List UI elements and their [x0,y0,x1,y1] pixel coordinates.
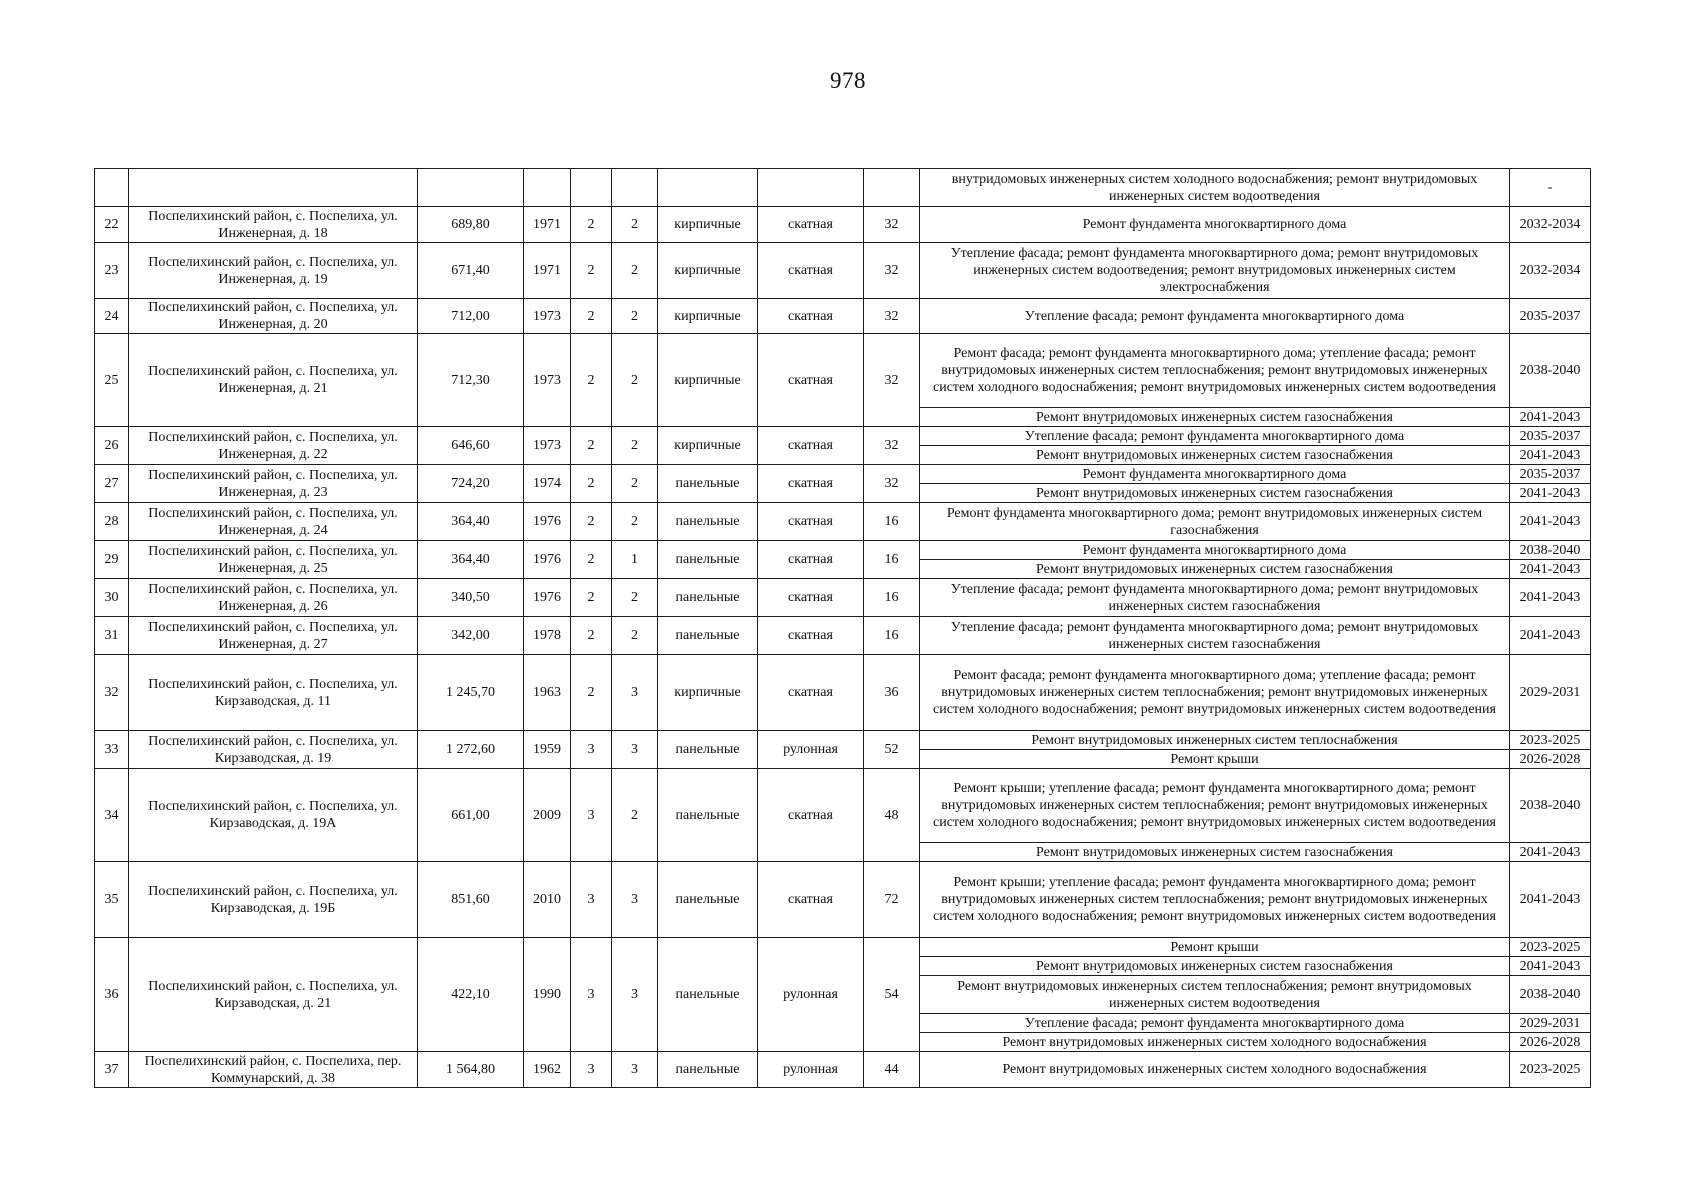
works-cell: Утепление фасада; ремонт фундамента многоквартирного дома; ремонт внутридомовых инженерных систем водоотведения; ремонт внутридомовых инженерных систем электроснабжения [920,243,1510,299]
works-cell: Ремонт фасада; ремонт фундамента многоквартирного дома; утепление фасада; ремонт внутридомовых инженерных систем теплоснабжения; ремонт внутридомовых инженерных систем холодного водоснабжения; ремонт внутридомовых инженерных систем водоотведения [920,334,1510,408]
area-cell: 689,80 [418,207,524,243]
apartments-cell: 32 [864,334,920,427]
walls-material-cell: панельные [658,503,758,541]
walls-material-cell: панельные [658,731,758,769]
floors-cell: 3 [571,731,612,769]
address-cell: Поспелихинский район, с. Поспелиха, ул. Инженерная, д. 22 [129,427,418,465]
year-cell: 1971 [524,243,571,299]
roof-type-cell: рулонная [758,731,864,769]
apartments-cell: 16 [864,541,920,579]
works-cell: Ремонт фундамента многоквартирного дома [920,465,1510,484]
apartments-cell: 32 [864,243,920,299]
works-cell: Ремонт внутридомовых инженерных систем газоснабжения [920,408,1510,427]
roof-type-cell: скатная [758,769,864,862]
walls-material-cell: кирпичные [658,243,758,299]
row-number: 34 [95,769,129,862]
apartments-cell: 72 [864,862,920,938]
period-cell: 2035-2037 [1510,465,1591,484]
table-row [95,1052,1591,1088]
year-cell: 1990 [524,938,571,1052]
table-row [95,243,1591,299]
works-cell: Ремонт фундамента многоквартирного дома [920,207,1510,243]
period-cell: 2029-2031 [1510,655,1591,731]
year-cell: 1978 [524,617,571,655]
floors-cell: 2 [571,541,612,579]
works-cell: Ремонт крыши; утепление фасада; ремонт фундамента многоквартирного дома; ремонт внутридомовых инженерных систем теплоснабжения; ремонт внутридомовых инженерных систем холодного водоснабжения; ремонт внутридомовых инженерных систем водоотведения [920,862,1510,938]
floors-cell: 2 [571,299,612,334]
apartments-cell: 48 [864,769,920,862]
year-cell [524,169,571,207]
table-row [95,655,1591,731]
area-cell: 851,60 [418,862,524,938]
period-cell: 2041-2043 [1510,484,1591,503]
roof-type-cell: скатная [758,334,864,427]
apartments-cell: 52 [864,731,920,769]
table-row [95,299,1591,334]
floors-cell: 3 [571,1052,612,1088]
table-body [95,169,1591,1088]
entrances-cell: 3 [612,731,658,769]
works-cell: Ремонт внутридомовых инженерных систем газоснабжения [920,560,1510,579]
address-cell: Поспелихинский район, с. Поспелиха, ул. Кирзаводская, д. 11 [129,655,418,731]
row-number [95,169,129,207]
period-cell: 2041-2043 [1510,503,1591,541]
floors-cell: 2 [571,503,612,541]
works-cell: Утепление фасада; ремонт фундамента многоквартирного дома [920,299,1510,334]
year-cell: 1973 [524,334,571,427]
row-number: 36 [95,938,129,1052]
table-row [95,862,1591,938]
row-number: 29 [95,541,129,579]
apartments-cell: 32 [864,427,920,465]
row-number: 22 [95,207,129,243]
walls-material-cell: панельные [658,1052,758,1088]
works-cell: Утепление фасада; ремонт фундамента многоквартирного дома [920,1014,1510,1033]
address-cell: Поспелихинский район, с. Поспелиха, ул. Кирзаводская, д. 19Б [129,862,418,938]
address-cell: Поспелихинский район, с. Поспелиха, ул. Инженерная, д. 23 [129,465,418,503]
address-cell: Поспелихинский район, с. Поспелиха, ул. Инженерная, д. 21 [129,334,418,427]
period-cell: 2041-2043 [1510,408,1591,427]
works-cell: Ремонт внутридомовых инженерных систем теплоснабжения; ремонт внутридомовых инженерных систем водоотведения [920,976,1510,1014]
row-number: 35 [95,862,129,938]
address-cell: Поспелихинский район, с. Поспелиха, ул. Инженерная, д. 24 [129,503,418,541]
address-cell: Поспелихинский район, с. Поспелиха, ул. Кирзаводская, д. 19 [129,731,418,769]
area-cell: 364,40 [418,541,524,579]
row-number: 23 [95,243,129,299]
floors-cell: 2 [571,243,612,299]
row-number: 27 [95,465,129,503]
works-cell: Ремонт внутридомовых инженерных систем газоснабжения [920,843,1510,862]
apartments-cell: 36 [864,655,920,731]
area-cell: 661,00 [418,769,524,862]
table-row [95,617,1591,655]
walls-material-cell: панельные [658,617,758,655]
period-cell: 2041-2043 [1510,862,1591,938]
area-cell: 364,40 [418,503,524,541]
entrances-cell: 2 [612,207,658,243]
works-cell: Ремонт внутридомовых инженерных систем теплоснабжения [920,731,1510,750]
address-cell: Поспелихинский район, с. Поспелиха, ул. Инженерная, д. 18 [129,207,418,243]
period-cell: 2038-2040 [1510,541,1591,560]
roof-type-cell: скатная [758,207,864,243]
entrances-cell: 3 [612,862,658,938]
entrances-cell [612,169,658,207]
period-cell: 2023-2025 [1510,731,1591,750]
area-cell: 671,40 [418,243,524,299]
row-number: 26 [95,427,129,465]
roof-type-cell: скатная [758,617,864,655]
entrances-cell: 2 [612,503,658,541]
apartments-cell: 16 [864,579,920,617]
entrances-cell: 2 [612,334,658,427]
area-cell [418,169,524,207]
period-cell: 2038-2040 [1510,334,1591,408]
walls-material-cell: кирпичные [658,427,758,465]
floors-cell: 2 [571,465,612,503]
works-cell: внутридомовых инженерных систем холодного водоснабжения; ремонт внутридомовых инженерных систем водоотведения [920,169,1510,207]
floors-cell: 2 [571,207,612,243]
address-cell: Поспелихинский район, с. Поспелиха, ул. Кирзаводская, д. 19А [129,769,418,862]
period-cell: 2032-2034 [1510,207,1591,243]
apartments-cell: 16 [864,503,920,541]
year-cell: 1971 [524,207,571,243]
apartments-cell: 54 [864,938,920,1052]
floors-cell [571,169,612,207]
row-number: 31 [95,617,129,655]
table-row [95,207,1591,243]
roof-type-cell: скатная [758,655,864,731]
row-number: 28 [95,503,129,541]
period-cell: 2023-2025 [1510,938,1591,957]
walls-material-cell: панельные [658,769,758,862]
area-cell: 646,60 [418,427,524,465]
works-cell: Утепление фасада; ремонт фундамента многоквартирного дома; ремонт внутридомовых инженерных систем газоснабжения [920,579,1510,617]
area-cell: 340,50 [418,579,524,617]
period-cell: - [1510,169,1591,207]
row-number: 30 [95,579,129,617]
table-row [95,169,1591,207]
entrances-cell: 2 [612,465,658,503]
floors-cell: 2 [571,334,612,427]
walls-material-cell: панельные [658,579,758,617]
period-cell: 2035-2037 [1510,299,1591,334]
roof-type-cell: скатная [758,503,864,541]
period-cell: 2026-2028 [1510,1033,1591,1052]
works-cell: Ремонт внутридомовых инженерных систем холодного водоснабжения [920,1033,1510,1052]
walls-material-cell: панельные [658,465,758,503]
year-cell: 1976 [524,503,571,541]
works-cell: Ремонт фасада; ремонт фундамента многоквартирного дома; утепление фасада; ремонт внутридомовых инженерных систем теплоснабжения; ремонт внутридомовых инженерных систем холодного водоснабжения; ремонт внутридомовых инженерных систем водоотведения [920,655,1510,731]
floors-cell: 3 [571,862,612,938]
works-cell: Ремонт внутридомовых инженерных систем газоснабжения [920,446,1510,465]
floors-cell: 2 [571,655,612,731]
works-cell: Ремонт внутридомовых инженерных систем газоснабжения [920,484,1510,503]
year-cell: 1962 [524,1052,571,1088]
walls-material-cell: панельные [658,938,758,1052]
address-cell [129,169,418,207]
roof-type-cell: рулонная [758,938,864,1052]
roof-type-cell: скатная [758,579,864,617]
area-cell: 1 564,80 [418,1052,524,1088]
period-cell: 2041-2043 [1510,957,1591,976]
area-cell: 724,20 [418,465,524,503]
row-number: 25 [95,334,129,427]
roof-type-cell: рулонная [758,1052,864,1088]
entrances-cell: 2 [612,299,658,334]
entrances-cell: 3 [612,938,658,1052]
year-cell: 1959 [524,731,571,769]
period-cell: 2041-2043 [1510,560,1591,579]
row-number: 32 [95,655,129,731]
entrances-cell: 3 [612,655,658,731]
period-cell: 2035-2037 [1510,427,1591,446]
table-row [95,427,1591,446]
works-cell: Ремонт крыши [920,938,1510,957]
floors-cell: 2 [571,427,612,465]
table-row [95,938,1591,957]
housing-repair-table [94,168,1591,1088]
works-cell: Утепление фасада; ремонт фундамента многоквартирного дома [920,427,1510,446]
period-cell: 2032-2034 [1510,243,1591,299]
period-cell: 2023-2025 [1510,1052,1591,1088]
period-cell: 2026-2028 [1510,750,1591,769]
page-number: 978 [830,68,866,93]
year-cell: 1963 [524,655,571,731]
works-cell: Ремонт внутридомовых инженерных систем холодного водоснабжения [920,1052,1510,1088]
table-row [95,579,1591,617]
walls-material-cell: кирпичные [658,655,758,731]
entrances-cell: 3 [612,1052,658,1088]
table-row [95,334,1591,408]
walls-material-cell: панельные [658,862,758,938]
row-number: 37 [95,1052,129,1088]
area-cell: 1 272,60 [418,731,524,769]
entrances-cell: 2 [612,617,658,655]
works-cell: Ремонт крыши [920,750,1510,769]
walls-material-cell: кирпичные [658,299,758,334]
table-row [95,541,1591,560]
area-cell: 712,00 [418,299,524,334]
year-cell: 1973 [524,427,571,465]
roof-type-cell: скатная [758,243,864,299]
table-row [95,769,1591,843]
address-cell: Поспелихинский район, с. Поспелиха, ул. Инженерная, д. 26 [129,579,418,617]
walls-material-cell: кирпичные [658,207,758,243]
walls-material-cell [658,169,758,207]
apartments-cell: 32 [864,207,920,243]
entrances-cell: 2 [612,579,658,617]
works-cell: Утепление фасада; ремонт фундамента многоквартирного дома; ремонт внутридомовых инженерных систем газоснабжения [920,617,1510,655]
address-cell: Поспелихинский район, с. Поспелиха, пер. Коммунарский, д. 38 [129,1052,418,1088]
address-cell: Поспелихинский район, с. Поспелиха, ул. Инженерная, д. 19 [129,243,418,299]
works-cell: Ремонт фундамента многоквартирного дома; ремонт внутридомовых инженерных систем газоснабжения [920,503,1510,541]
apartments-cell: 32 [864,465,920,503]
table-row [95,731,1591,750]
apartments-cell: 32 [864,299,920,334]
year-cell: 1973 [524,299,571,334]
floors-cell: 3 [571,769,612,862]
entrances-cell: 2 [612,427,658,465]
entrances-cell: 2 [612,243,658,299]
works-cell: Ремонт крыши; утепление фасада; ремонт фундамента многоквартирного дома; ремонт внутридомовых инженерных систем теплоснабжения; ремонт внутридомовых инженерных систем холодного водоснабжения; ремонт внутридомовых инженерных систем водоотведения [920,769,1510,843]
roof-type-cell: скатная [758,862,864,938]
apartments-cell: 16 [864,617,920,655]
floors-cell: 2 [571,617,612,655]
walls-material-cell: панельные [658,541,758,579]
row-number: 24 [95,299,129,334]
walls-material-cell: кирпичные [658,334,758,427]
period-cell: 2038-2040 [1510,769,1591,843]
entrances-cell: 2 [612,769,658,862]
table-row [95,503,1591,541]
year-cell: 2009 [524,769,571,862]
area-cell: 342,00 [418,617,524,655]
table-row [95,465,1591,484]
address-cell: Поспелихинский район, с. Поспелиха, ул. Кирзаводская, д. 21 [129,938,418,1052]
roof-type-cell: скатная [758,299,864,334]
roof-type-cell: скатная [758,541,864,579]
year-cell: 2010 [524,862,571,938]
period-cell: 2041-2043 [1510,617,1591,655]
roof-type-cell [758,169,864,207]
area-cell: 1 245,70 [418,655,524,731]
works-cell: Ремонт внутридомовых инженерных систем газоснабжения [920,957,1510,976]
period-cell: 2041-2043 [1510,843,1591,862]
roof-type-cell: скатная [758,465,864,503]
year-cell: 1974 [524,465,571,503]
floors-cell: 2 [571,579,612,617]
entrances-cell: 1 [612,541,658,579]
row-number: 33 [95,731,129,769]
year-cell: 1976 [524,541,571,579]
period-cell: 2041-2043 [1510,446,1591,465]
address-cell: Поспелихинский район, с. Поспелиха, ул. Инженерная, д. 27 [129,617,418,655]
apartments-cell [864,169,920,207]
roof-type-cell: скатная [758,427,864,465]
address-cell: Поспелихинский район, с. Поспелиха, ул. Инженерная, д. 25 [129,541,418,579]
period-cell: 2038-2040 [1510,976,1591,1014]
period-cell: 2029-2031 [1510,1014,1591,1033]
year-cell: 1976 [524,579,571,617]
address-cell: Поспелихинский район, с. Поспелиха, ул. Инженерная, д. 20 [129,299,418,334]
area-cell: 422,10 [418,938,524,1052]
works-cell: Ремонт фундамента многоквартирного дома [920,541,1510,560]
period-cell: 2041-2043 [1510,579,1591,617]
floors-cell: 3 [571,938,612,1052]
apartments-cell: 44 [864,1052,920,1088]
area-cell: 712,30 [418,334,524,427]
